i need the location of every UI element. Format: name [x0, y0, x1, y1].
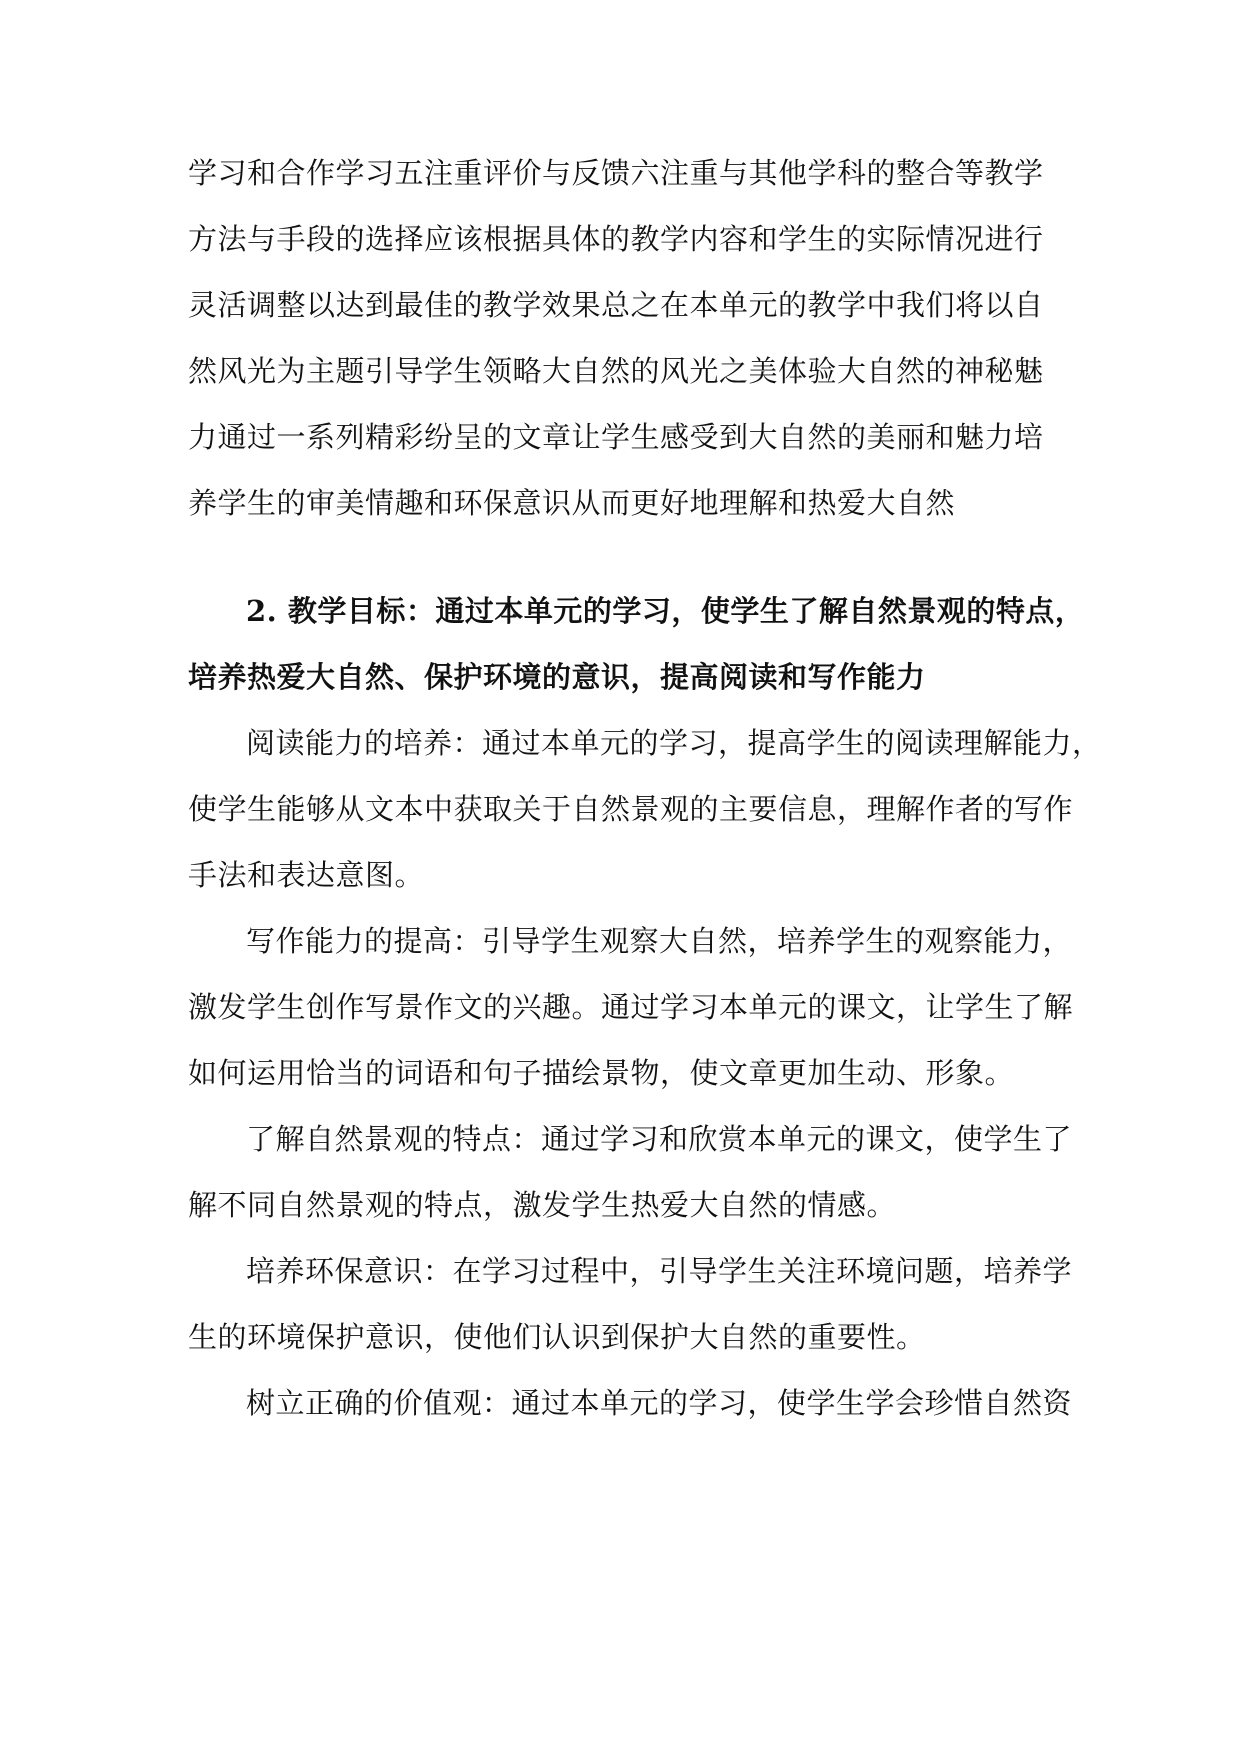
text-line: 解不同自然景观的特点，激发学生热爱大自然的情感。 — [188, 1188, 897, 1222]
paragraph-environmental-awareness — [188, 1238, 1073, 1370]
text-line: 如何运用恰当的词语和句子描绘景物，使文章更加生动、形象。 — [188, 1056, 1015, 1090]
text-line: 培养环保意识：在学习过程中，引导学生关注环境问题，培养学 — [246, 1254, 1073, 1288]
text-line: 树立正确的价值观：通过本单元的学习，使学生学会珍惜自然资 — [246, 1386, 1073, 1420]
text-line: 灵活调整以达到最佳的教学效果总之在本单元的教学中我们将以自 — [188, 288, 1044, 322]
heading-line: 培养热爱大自然、保护环境的意识，提高阅读和写作能力 — [188, 660, 926, 694]
text-line: 然风光为主题引导学生领略大自然的风光之美体验大自然的神秘魅 — [188, 354, 1044, 388]
text-line: 手法和表达意图。 — [188, 858, 425, 892]
text-line: 使学生能够从文本中获取关于自然景观的主要信息，理解作者的写作 — [188, 792, 1074, 826]
text-line: 养学生的审美情趣和环保意识从而更好地理解和热爱大自然 — [188, 486, 956, 520]
section-heading — [188, 578, 1085, 710]
text-line: 力通过一系列精彩纷呈的文章让学生感受到大自然的美丽和魅力培 — [188, 420, 1044, 454]
paragraph-natural-landscape — [188, 1106, 1073, 1238]
heading-line: 2. 教学目标：通过本单元的学习，使学生了解自然景观的特点， — [246, 594, 1085, 628]
text-line: 学习和合作学习五注重评价与反馈六注重与其他学科的整合等教学 — [188, 156, 1044, 190]
text-line: 了解自然景观的特点：通过学习和欣赏本单元的课文，使学生了 — [246, 1122, 1073, 1156]
text-line: 生的环境保护意识，使他们认识到保护大自然的重要性。 — [188, 1320, 926, 1354]
paragraph-gap — [188, 536, 1068, 578]
text-line: 方法与手段的选择应该根据具体的教学内容和学生的实际情况进行 — [188, 222, 1044, 256]
text-line: 写作能力的提高：引导学生观察大自然，培养学生的观察能力， — [246, 924, 1073, 958]
text-line: 阅读能力的培养：通过本单元的学习，提高学生的阅读理解能力， — [246, 726, 1102, 760]
paragraph-reading-ability — [188, 710, 1102, 908]
paragraph-writing-ability — [188, 908, 1074, 1106]
paragraph-values — [188, 1370, 1073, 1436]
text-line: 激发学生创作写景作文的兴趣。通过学习本单元的课文，让学生了解 — [188, 990, 1074, 1024]
document-body — [188, 140, 1102, 1436]
continuation-paragraph — [188, 140, 1068, 536]
